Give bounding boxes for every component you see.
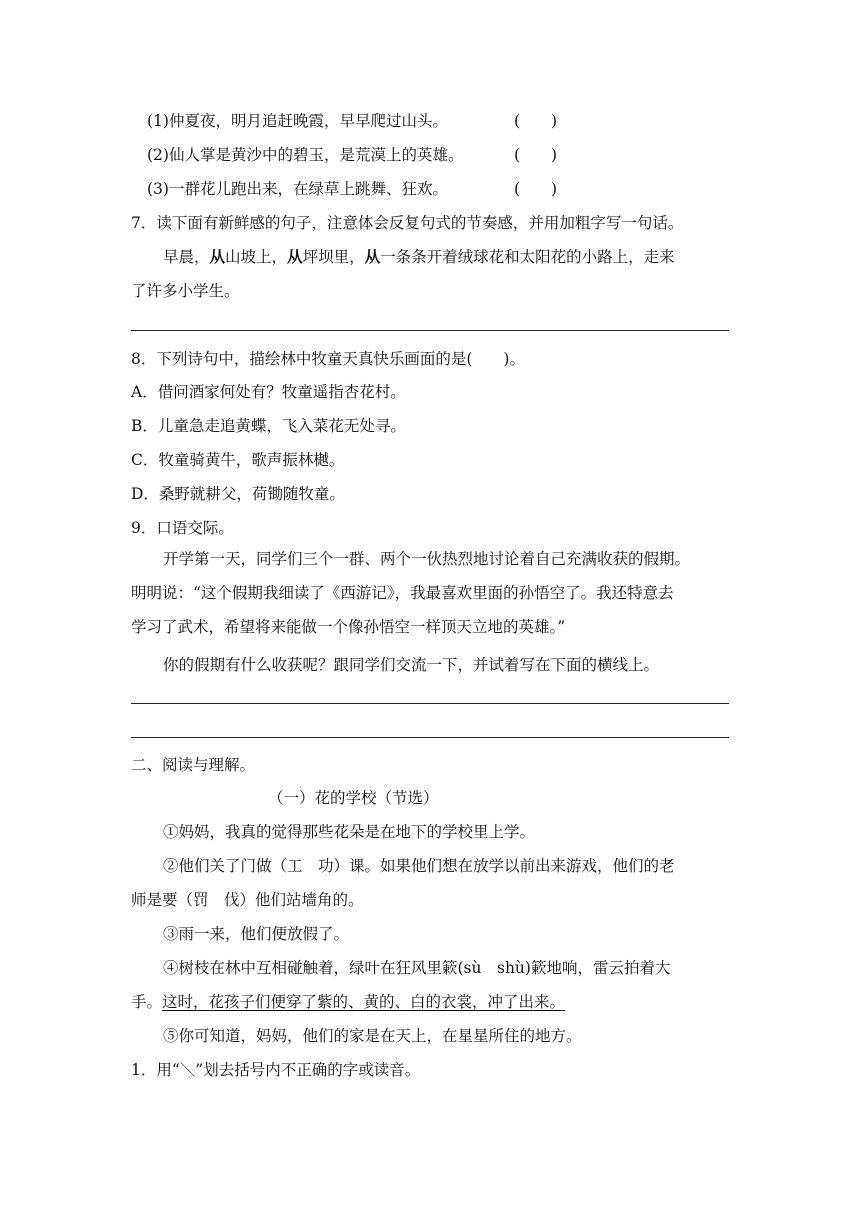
q9-answer-line-1[interactable] — [131, 703, 729, 704]
underlined-sentence: 这时，花孩子们便穿了紫的、黄的、白的衣裳，冲了出来。 — [162, 993, 566, 1011]
q9-prompt: 9．口语交际。 — [131, 519, 234, 537]
q6-item-1: (1)仲夏夜，明月追赶晚霞，早早爬过山头。 — [147, 112, 448, 130]
passage-paragraph-4-line-1: ④树枝在林中互相碰触着，绿叶在狂风里簌(sù shù)簌地响，雷云拍着大 — [163, 959, 671, 977]
passage-paragraph-5: ⑤你可知道，妈妈，他们的家是在天上，在星星所住的地方。 — [163, 1027, 582, 1045]
passage-paragraph-3: ③雨一来，他们便放假了。 — [163, 925, 350, 943]
q7-text: 山坡上， — [225, 248, 288, 266]
passage-text: 手。 — [131, 993, 163, 1011]
q6-item-3: (3)一群花儿跑出来，在绿草上跳舞、狂欢。 — [147, 180, 448, 198]
section-heading: 二、阅读与理解。 — [131, 756, 256, 774]
q7-bold-word: 从 — [287, 247, 303, 266]
q8-option-d[interactable]: D．桑野就耕父，荷锄随牧童。 — [131, 485, 345, 503]
q6-item-2: (2)仙人掌是黄沙中的碧玉，是荒漠上的英雄。 — [147, 146, 464, 164]
passage-title: （一）花的学校（节选） — [268, 789, 439, 807]
q9-paragraph-line-2: 明明说：“这个假期我细读了《西游记》，我最喜欢里面的孙悟空了。我还特意去 — [131, 584, 674, 602]
q7-example-line-2: 了许多小学生。 — [131, 282, 240, 300]
q7-text: 坪坝里， — [302, 248, 365, 266]
q7-prompt: 7．读下面有新鲜感的句子，注意体会反复句式的节奏感，并用加粗字写一句话。 — [131, 214, 684, 232]
q7-text: 早晨， — [163, 248, 210, 266]
q9-answer-line-2[interactable] — [131, 737, 729, 738]
q6-answer-blank-3[interactable]: ( ) — [514, 180, 558, 198]
q9-instruction: 你的假期有什么收获呢？跟同学们交流一下，并试着写在下面的横线上。 — [163, 656, 660, 674]
q8-option-c[interactable]: C．牧童骑黄牛，歌声振林樾。 — [131, 451, 345, 469]
passage-paragraph-2-line-2: 师是要（罚 伐）他们站墙角的。 — [131, 891, 364, 909]
q7-bold-word: 从 — [209, 247, 226, 266]
q6-answer-blank-2[interactable]: ( ) — [514, 146, 558, 164]
q7-example-line-1 — [163, 246, 675, 268]
q8-prompt: 8．下列诗句中，描绘林中牧童天真快乐画面的是( )。 — [131, 350, 525, 368]
q6-answer-blank-1[interactable]: ( ) — [514, 112, 558, 130]
q8-option-b[interactable]: B．儿童急走追黄蝶，飞入菜花无处寻。 — [131, 417, 406, 435]
q7-text: 一条条开着绒球花和太阳花的小路上，走来 — [380, 248, 675, 266]
q7-answer-line[interactable] — [131, 330, 729, 331]
q7-bold-word: 从 — [364, 247, 381, 266]
passage-paragraph-4-line-2 — [131, 991, 565, 1013]
q9-paragraph-line-3: 学习了武术，希望将来能做一个像孙悟空一样顶天立地的英雄。” — [131, 618, 566, 636]
passage-paragraph-1: ①妈妈，我真的觉得那些花朵是在地下的学校里上学。 — [163, 823, 536, 841]
q9-paragraph-line-1: 开学第一天，同学们三个一群、两个一伙热烈地讨论着自己充满收获的假期。 — [163, 550, 691, 568]
q8-option-a[interactable]: A．借问酒家何处有？牧童遥指杏花村。 — [131, 383, 406, 401]
reading-question-1: 1．用“＼”划去括号内不正确的字或读音。 — [131, 1061, 421, 1079]
passage-paragraph-2-line-1: ②他们关了门做（工 功）课。如果他们想在放学以前出来游戏，他们的老 — [163, 857, 675, 875]
